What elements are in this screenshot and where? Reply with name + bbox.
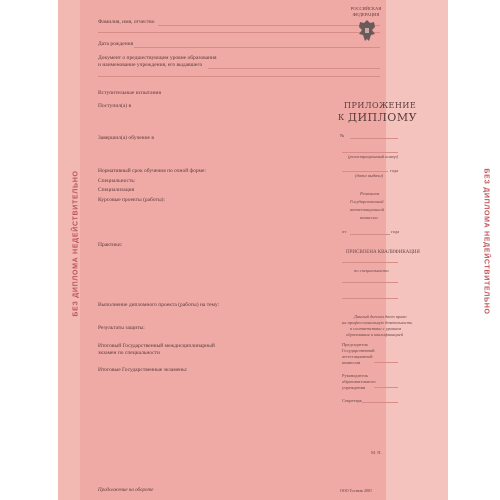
title-to-prefix: К [338, 113, 345, 122]
chair-3: аттестационной [342, 354, 373, 359]
secretary-label: Секретарь [342, 398, 362, 403]
decision-label-2: Государственной [350, 199, 384, 204]
number-line [350, 138, 398, 139]
prior-doc-label-2: и наименование учреждения, его выдавшего [98, 62, 203, 68]
name-label: Фамилия, имя, отчество [98, 19, 155, 25]
exam-results-label: Результаты защиты: [98, 325, 145, 331]
diploma-supplement-sheet [58, 0, 490, 500]
prior-doc-line [208, 68, 380, 69]
head-1: Руководитель [342, 373, 369, 378]
state-exam-label-2: экзамен по специальности [98, 350, 160, 356]
watermark-right: БЕЗ ДИПЛОМА НЕДЕЙСТВИТЕЛЬНО [482, 168, 490, 315]
by-speciality-label: по специальности [354, 268, 389, 273]
rights-2: на профессиональную деятельность [342, 320, 413, 325]
entrance-exams-label: Вступительные испытания [98, 90, 161, 96]
speciality-line-2 [342, 298, 398, 299]
issue-date-line [342, 171, 388, 172]
state-exam-label: Итоговый Государственный междисциплинарный [98, 343, 215, 349]
issue-date-label: (дата выдачи) [355, 173, 384, 178]
country-label-2: ФЕДЕРАЦИЯ [352, 12, 380, 17]
printer-note: ООО Госзнак 2001 [340, 488, 373, 493]
qualification-label: ПРИСВОЕНА КВАЛИФИКАЦИЯ [346, 250, 420, 255]
graduated-label: Завершил(а) обучение в [98, 135, 154, 141]
coat-of-arms-icon [355, 18, 379, 44]
decision-label-3: аттестационной [350, 207, 384, 212]
title-appendix: ПРИЛОЖЕНИЕ [344, 101, 417, 110]
reg-number-label: (регистрационный номер) [348, 154, 399, 159]
country-label: РОССИЙСКАЯ [350, 6, 382, 11]
dob-line [134, 47, 380, 48]
specialization-label: Специализация [98, 187, 135, 193]
thesis-label: Выполнение дипломного проекта (работы) на тему: [98, 302, 220, 308]
name-line [158, 25, 380, 26]
from-label: от [342, 229, 347, 234]
chair-4: комиссии [342, 360, 361, 365]
number-sign: № [340, 133, 345, 138]
normative-term-label: Нормативный срок обучения по очной форме: [98, 168, 206, 174]
rights-4: образования и квалификацией [346, 332, 404, 337]
reg-number-line [342, 152, 398, 153]
enrolled-label: Поступил(а) в [98, 103, 132, 109]
chair-2: Государственной [342, 348, 375, 353]
dob-label: Дата рождения [98, 41, 134, 47]
head-3: учреждения [342, 385, 366, 390]
continued-note: Продолжение на обороте [98, 488, 154, 493]
speciality-line [342, 282, 398, 283]
watermark-left: БЕЗ ДИПЛОМА НЕДЕЙСТВИТЕЛЬНО [72, 170, 80, 317]
name-line-2 [98, 32, 380, 33]
qualification-line [342, 262, 398, 263]
stamp-place: М. П. [371, 450, 382, 455]
prior-doc-line-2 [98, 76, 380, 77]
chair-1: Председатель [342, 342, 369, 347]
chair-signature-line [374, 362, 398, 363]
title-diploma: ДИПЛОМУ [348, 111, 418, 124]
course-projects-label: Курсовые проекты (работы): [98, 197, 166, 203]
decision-label-1: Решением [360, 191, 380, 196]
rights-1: Данный диплом дает право [354, 314, 407, 319]
secretary-signature-line [362, 402, 398, 403]
year-suffix-2: года [391, 229, 400, 234]
practices-label: Практики: [98, 242, 123, 248]
speciality-label: Специальность: [98, 178, 136, 184]
rights-3: в соответствии с уровнем [350, 326, 402, 331]
head-signature-line [374, 387, 398, 388]
head-2: образовательного [342, 379, 376, 384]
from-date-line [350, 234, 390, 235]
state-exams-label: Итоговые Государственные экзамены: [98, 367, 188, 373]
left-column [80, 0, 386, 500]
decision-label-4: комиссии [360, 215, 378, 220]
year-suffix: года [390, 168, 399, 173]
prior-doc-label: Документ о предшествующем уровне образования [98, 55, 217, 61]
